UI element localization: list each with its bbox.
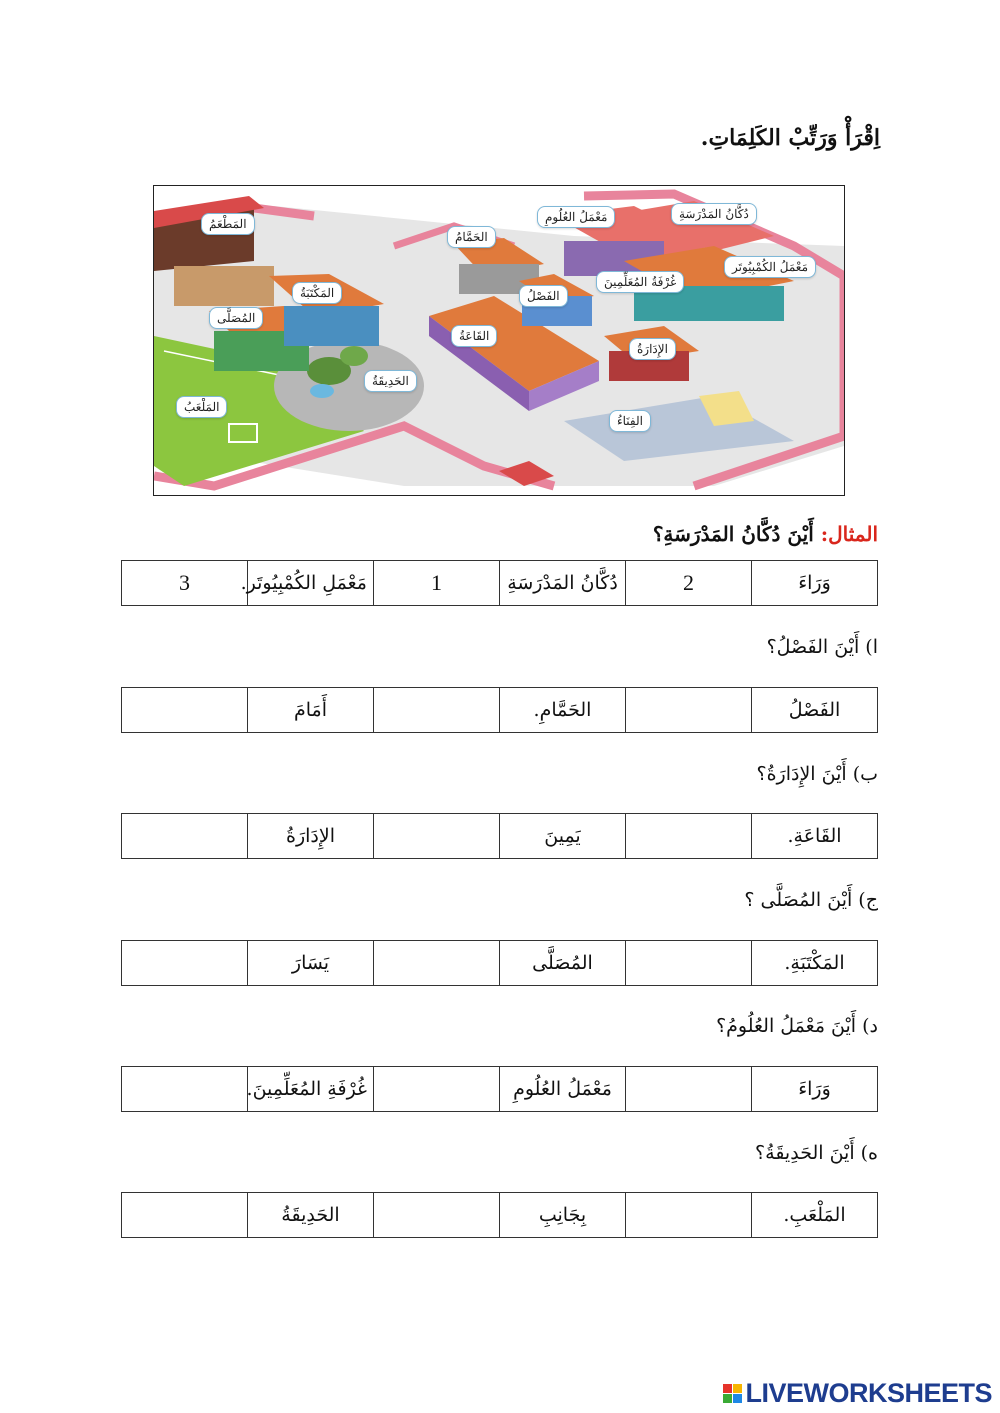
map-label-cafeteria: المَطْعَمُ (201, 213, 255, 235)
map-label-field: المَلْعَبُ (176, 396, 227, 418)
example-cell-5: مَعْمَلِ الكُمْبِيُوتَر. (248, 561, 374, 606)
example-table (121, 560, 878, 606)
example-cell-2: 2 (626, 561, 752, 606)
answer-box[interactable] (626, 1193, 752, 1238)
question-1: ا) أَيْنَ الفَصْلُ؟ (766, 636, 878, 658)
answer-box[interactable] (374, 688, 500, 733)
word-cell: المَكْتَبَةِ. (752, 941, 878, 986)
map-label-computer-lab: مَعْمَلُ الكُمْبِيُوتَر (724, 256, 816, 278)
table-row (122, 1067, 878, 1112)
word-cell: أَمَامَ (248, 688, 374, 733)
example-cell-1: وَرَاءَ (752, 561, 878, 606)
map-label-hall: القَاعَةُ (451, 325, 497, 347)
map-label-school-shop: دُكَّانُ المَدْرَسَةِ (671, 203, 757, 225)
answer-box[interactable] (626, 688, 752, 733)
answer-table-4 (121, 1066, 878, 1112)
map-label-library: المَكْتَبَةُ (292, 282, 342, 304)
answer-box[interactable] (122, 1193, 248, 1238)
map-label-classroom: الفَصْلُ (519, 285, 568, 307)
table-row (122, 814, 878, 859)
map-label-science-lab: مَعْمَلُ العُلُومِ (537, 206, 615, 228)
example-cell-4: 1 (374, 561, 500, 606)
map-label-prayer-room: المُصَلَّى (209, 307, 263, 329)
table-row (122, 941, 878, 986)
logo-mark-icon (723, 1384, 742, 1403)
table-row (122, 688, 878, 733)
map-label-garden: الحَدِيقَةُ (364, 370, 417, 392)
word-cell: المَلْعَبِ. (752, 1193, 878, 1238)
answer-table-5 (121, 1192, 878, 1238)
answer-box[interactable] (374, 1067, 500, 1112)
word-cell: بِجَانِبِ (500, 1193, 626, 1238)
word-cell: مَعْمَلُ العُلُومِ (500, 1067, 626, 1112)
answer-table-3 (121, 940, 878, 986)
answer-box[interactable] (374, 941, 500, 986)
word-cell: القَاعَةِ. (752, 814, 878, 859)
question-4: د) أَيْنَ مَعْمَلُ العُلُومُ؟ (716, 1015, 878, 1037)
example-separator: : (820, 522, 829, 546)
example-question: أَيْنَ دُكَّانُ المَدْرَسَةِ؟ (652, 522, 814, 546)
answer-box[interactable] (374, 1193, 500, 1238)
map-label-bathroom: الحَمَّامُ (447, 226, 496, 248)
word-cell: المُصَلَّى (500, 941, 626, 986)
example-tag: المثال (828, 522, 878, 546)
map-label-administration: الإِدَارَةُ (629, 338, 676, 360)
question-2: ب) أَيْنَ الإِدَارَةُ؟ (756, 763, 878, 785)
question-3: ج) أَيْنَ المُصَلَّى ؟ (744, 889, 878, 911)
question-5: ه) أَيْنَ الحَدِيقَةُ؟ (755, 1142, 878, 1164)
answer-box[interactable] (374, 814, 500, 859)
word-cell: الحَمَّامِ. (500, 688, 626, 733)
word-cell: وَرَاءَ (752, 1067, 878, 1112)
answer-box[interactable] (122, 814, 248, 859)
school-map-drawing (154, 186, 845, 496)
example-line (653, 522, 878, 546)
answer-box[interactable] (122, 1067, 248, 1112)
brand-name: LIVEWORKSHEETS (745, 1377, 992, 1408)
word-cell: يَمِينَ (500, 814, 626, 859)
example-cell-6: 3 (122, 561, 248, 606)
map-label-teachers-room: غُرْفَةُ المُعَلِّمِينَ (596, 271, 684, 293)
instruction-heading: اِقْرَأْ وَرَتِّبْ الكَلِمَاتِ. (700, 125, 880, 151)
map-label-courtyard: الفِنَاءُ (609, 410, 651, 432)
word-cell: الإِدَارَةُ (248, 814, 374, 859)
table-row (122, 561, 878, 606)
word-cell: غُرْفَةِ المُعَلِّمِينَ. (248, 1067, 374, 1112)
answer-box[interactable] (122, 941, 248, 986)
example-cell-3: دُكَّانُ المَدْرَسَةِ (500, 561, 626, 606)
answer-table-2 (121, 813, 878, 859)
answer-box[interactable] (626, 1067, 752, 1112)
word-cell: الفَصْلُ (752, 688, 878, 733)
school-map (153, 185, 845, 496)
answer-box[interactable] (626, 814, 752, 859)
table-row (122, 1193, 878, 1238)
word-cell: يَسَارَ (248, 941, 374, 986)
liveworksheets-logo (723, 1379, 992, 1407)
answer-box[interactable] (626, 941, 752, 986)
answer-box[interactable] (122, 688, 248, 733)
word-cell: الحَدِيقَةُ (248, 1193, 374, 1238)
answer-table-1 (121, 687, 878, 733)
